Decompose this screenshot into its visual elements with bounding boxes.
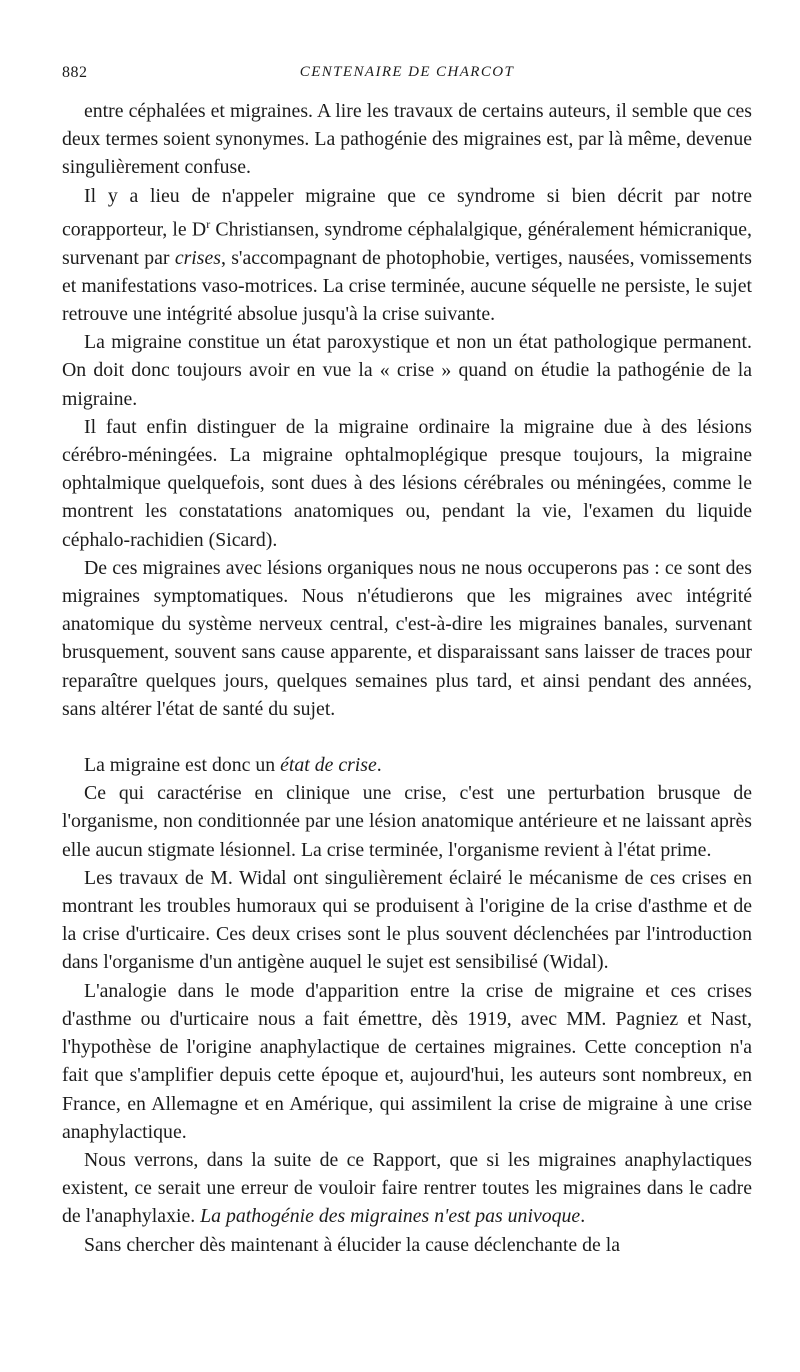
italic-crises: crises [174, 246, 221, 269]
text-run: Ce qui caractérise en clinique une crise, c'est une perturbation brusque de l'organisme, non conditionnée par une lésion anatomique antérieure et ne laissant après elle aucun stigmate lésionnel. La crise terminée, l'organisme revient à l'état prime. [62, 782, 752, 861]
paragraph-3 [62, 328, 752, 413]
text-run: Christiansen, syndrome céphalalgique, généralement hémicranique, survenant par [62, 218, 753, 269]
body-text [62, 97, 752, 1259]
text-run: Sans chercher dès maintenant à élucider la cause déclenchante de la [84, 1233, 621, 1256]
text-run: Il y a lieu de n'appeler migraine que ce syndrome si bien décrit par notre corapporteur, le D [62, 184, 752, 241]
text-run: entre céphalées et migraines. A lire les travaux de certains auteurs, il semble que ces deux termes soient synonymes. La pathogénie des migraines est, par là même, devenue singulièrement confuse. [62, 100, 752, 179]
paragraph-4 [62, 413, 752, 554]
section-gap [62, 723, 752, 751]
text-run: . [376, 754, 382, 777]
text-run: Nous verrons, dans la suite de ce Rapport, que si les migraines anaphylactiques existent, ce serait une erreur de vouloir faire rentrer toutes les migraines dans le cadre de l'anaphylaxie. [62, 1148, 752, 1228]
paragraph-9 [62, 977, 752, 1146]
paragraph-1 [62, 97, 752, 182]
text-run: La migraine est donc un [84, 754, 281, 777]
page-number: 882 [62, 64, 88, 81]
paragraph-10 [62, 1146, 752, 1231]
paragraph-2 [62, 182, 752, 329]
paragraph-5 [62, 554, 752, 723]
text-run: , s'accompagnant de photophobie, vertiges, nausées, vomissements et manifestations vaso-motrices. La crise terminée, aucune séquelle ne persiste, le sujet retrouve une intégrité absolue jusqu'à la crise suivante. [62, 246, 752, 326]
italic-pathogenie: La pathogénie des migraines n'est pas univoque [200, 1205, 581, 1228]
superscript-r: r [206, 216, 211, 231]
text-run: La migraine constitue un état paroxystique et non un état pathologique permanent. On doit donc toujours avoir en vue la « crise » quand on étudie la pathogénie de la migraine. [62, 331, 752, 410]
paragraph-7 [62, 779, 752, 864]
page-header [62, 60, 752, 90]
running-title: CENTENAIRE DE CHARCOT [299, 64, 515, 80]
paragraph-6 [62, 751, 752, 779]
paragraph-8 [62, 864, 752, 977]
italic-etat-de-crise: état de crise [280, 754, 377, 777]
text-run: De ces migraines avec lésions organiques nous ne nous occuperons pas : ce sont des migraines symptomatiques. Nous n'étudierons que les migraines avec intégrité anatomique du système nerveux central, c'est-à-dire les migraines banales, survenant brusquement, souvent sans cause apparente, et disparaissant sans laisser de traces pour reparaître quelques jours, quelques semaines plus tard, et ainsi pendant des années, sans altérer l'état de santé du sujet. [62, 556, 752, 720]
text-run: Il faut enfin distinguer de la migraine ordinaire la migraine due à des lésions cérébro-méningées. La migraine ophtalmoplégique presque toujours, la migraine ophtalmique quelquefois, sont dues à des lésions cérébrales ou méningées, comme le montrent les constatations anatomiques ou, pendant la vie, l'examen du liquide céphalo-rachidien (Sicard). [62, 415, 752, 551]
paragraph-11 [62, 1231, 752, 1259]
text-run: . [580, 1205, 586, 1228]
text-run: L'analogie dans le mode d'apparition entre la crise de migraine et ces crises d'asthme ou d'urticaire nous a fait émettre, dès 1919, avec MM. Pagniez et Nast, l'hypothèse de l'origine anaphylactique de certaines migraines. Cette conception n'a fait que s'amplifier depuis cette époque et, aujourd'hui, les auteurs sont nombreux, en France, en Allemagne et en Amérique, qui assimilent la crise de migraine à une crise anaphylactique. [62, 979, 752, 1143]
text-run: Les travaux de M. Widal ont singulièrement éclairé le mécanisme de ces crises en montrant les troubles humoraux qui se produisent à l'origine de la crise d'asthme et de la crise d'urticaire. Ces deux crises sont le plus souvent déclenchées par l'introduction dans l'organisme d'un antigène auquel le sujet est sensibilisé (Widal). [62, 866, 752, 974]
